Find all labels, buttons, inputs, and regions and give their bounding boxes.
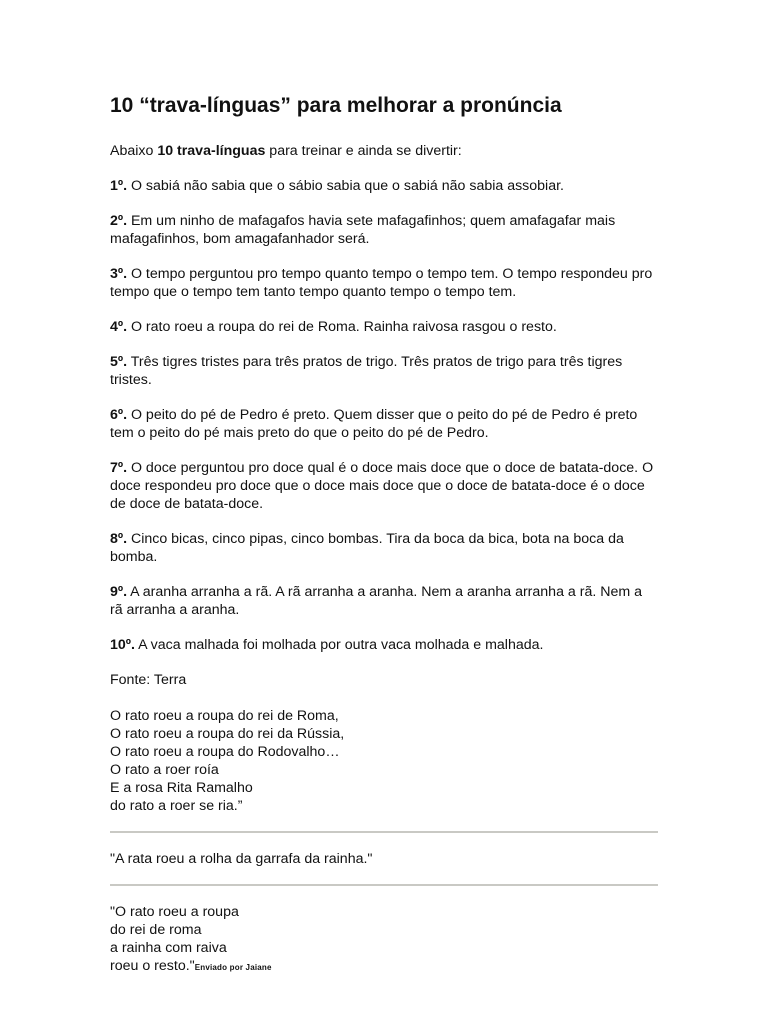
tongue-twister-1 [110, 177, 630, 195]
tongue-twister-8 [110, 530, 662, 566]
poem-line: O rato roeu a roupa do rei de Roma, [110, 708, 339, 724]
poem-line: "O rato roeu a roupa [110, 904, 239, 920]
item-text: O rato roeu a roupa do rei de Roma. Rainha raivosa rasgou o resto. [127, 319, 557, 335]
tongue-twister-5 [110, 353, 640, 389]
item-text: Em um ninho de mafagafos havia sete mafagafinhos; quem amafagafar mais mafagafinhos, bom amagafanhador será. [110, 213, 616, 247]
item-number: 1º. [110, 178, 128, 194]
item-number: 6º. [110, 407, 128, 423]
item-text: O tempo perguntou pro tempo quanto tempo o tempo tem. O tempo respondeu pro tempo que o tempo tem tanto tempo quanto tempo o tempo tem. [110, 266, 653, 300]
intro-paragraph [110, 142, 662, 160]
poem-line: a rainha com raiva [110, 940, 227, 956]
item-number: 2º. [110, 213, 128, 229]
item-text: O doce perguntou pro doce qual é o doce mais doce que o doce de batata-doce. O doce respondeu pro doce que o doce mais doce que o doce de batata-doce é o doce de doce de batata-doce. [110, 460, 654, 512]
item-text: Três tigres tristes para três pratos de trigo. Três pratos de trigo para três tigres tristes. [110, 354, 623, 388]
item-number: 9º. [110, 584, 128, 600]
item-number: 8º. [110, 531, 128, 547]
tongue-twister-4 [110, 318, 640, 336]
tongue-twister-9 [110, 583, 655, 619]
item-text: A vaca malhada foi molhada por outra vaca molhada e malhada. [134, 637, 544, 653]
item-number: 5º. [110, 354, 128, 370]
item-text: O peito do pé de Pedro é preto. Quem disser que o peito do pé de Pedro é preto tem o peito do pé mais preto do que o peito do pé de Pedro. [110, 407, 638, 441]
tongue-twister-6 [110, 406, 662, 442]
intro-text-after: para treinar e ainda se divertir: [265, 143, 462, 159]
tongue-twister-2 [110, 212, 640, 248]
tongue-twister-10 [110, 636, 662, 654]
item-text: O sabiá não sabia que o sábio sabia que o sabiá não sabia assobiar. [127, 178, 564, 194]
poem-line: do rei de roma [110, 922, 202, 938]
poem-line: O rato roeu a roupa do rei da Rússia, [110, 726, 345, 742]
rata-quote: "A rata roeu a rolha da garrafa da rainha." [110, 851, 373, 867]
divider [110, 884, 658, 886]
poem-line: O rato a roer roía [110, 762, 219, 778]
source-line: Fonte: Terra [110, 672, 187, 688]
poem-line: do rato a roer se ria.” [110, 798, 243, 814]
item-text: A aranha arranha a rã. A rã arranha a aranha. Nem a aranha arranha a rã. Nem a rã arranha a aranha. [110, 584, 643, 618]
poem-line: E a rosa Rita Ramalho [110, 780, 253, 796]
item-number: 7º. [110, 460, 128, 476]
poem-line: roeu o resto." [110, 958, 195, 974]
poem-last-line [110, 957, 662, 977]
divider [110, 831, 658, 833]
poem-line: O rato roeu a roupa do Rodovalho… [110, 744, 340, 760]
page-title: 10 “trava-línguas” para melhorar a pronúncia [110, 94, 562, 117]
item-text: Cinco bicas, cinco pipas, cinco bombas. Tira da boca da bica, bota na boca da bomba. [110, 531, 624, 565]
rato-poem [110, 707, 662, 815]
item-number: 10º. [110, 637, 135, 653]
item-number: 4º. [110, 319, 128, 335]
document-page [110, 92, 662, 977]
tongue-twister-3 [110, 265, 662, 301]
submitted-poem [110, 903, 662, 977]
sender-credit: Enviado por Jaiane [194, 963, 272, 972]
intro-text-before: Abaixo [110, 143, 158, 159]
intro-bold: 10 trava-línguas [157, 143, 266, 159]
tongue-twister-7 [110, 459, 658, 513]
item-number: 3º. [110, 266, 128, 282]
